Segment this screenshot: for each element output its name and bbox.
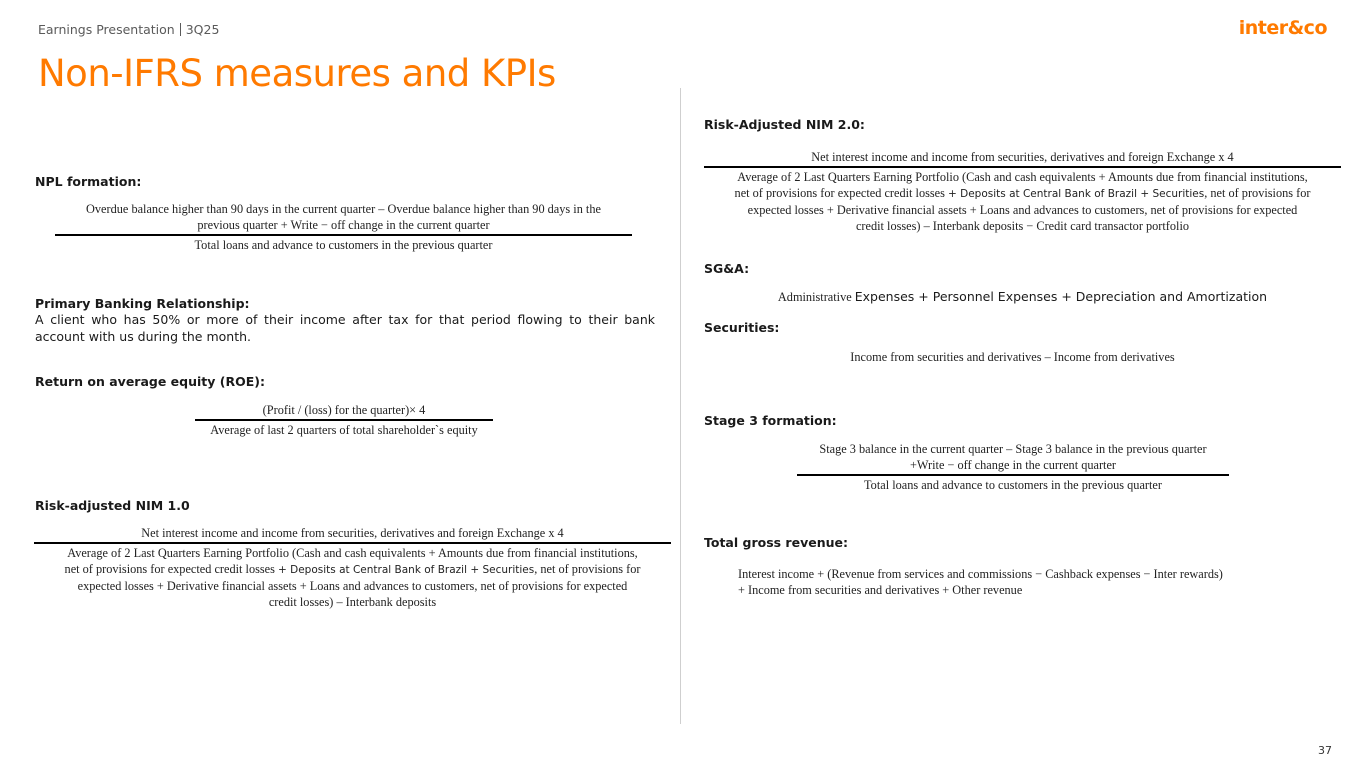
stage3-numerator-line-1: Stage 3 balance in the current quarter – Stage 3 balance in the previous quarter [819, 442, 1207, 456]
nim1-den-2a: net of provisions for expected credit losses [64, 561, 278, 576]
column-divider [680, 88, 681, 724]
nim2-fraction-bar [704, 166, 1341, 168]
roe-formula [195, 402, 493, 438]
nim1-denominator-line-4: credit losses) – Interbank deposits [268, 594, 437, 609]
nim1-denominator-line-1: Average of 2 Last Quarters Earning Portfolio (Cash and cash equivalents + Amounts due from financial institutions, [67, 545, 638, 560]
securities-formula: Income from securities and derivatives – Income from derivatives [850, 350, 1175, 364]
header-separator [180, 23, 181, 36]
header-quarter: 3Q25 [185, 22, 220, 37]
npl-numerator-line-2: previous quarter + Write − off change in the current quarter [197, 218, 490, 232]
nim2-denominator-line-1: Average of 2 Last Quarters Earning Portfolio (Cash and cash equivalents + Amounts due from financial institutions, [737, 169, 1308, 184]
sga-label: SG&A: [704, 261, 750, 276]
nim2-den-2c: , net of provisions for [1204, 185, 1311, 200]
nim1-den-2b: + Deposits at Central Bank of Brazil + Securities [277, 563, 535, 576]
nim2-denominator-line-2 [704, 185, 1341, 202]
npl-formula [55, 201, 632, 253]
npl-label: NPL formation: [35, 174, 142, 189]
nim2-label: Risk-Adjusted NIM 2.0: [704, 117, 865, 132]
roe-fraction-bar [195, 419, 493, 421]
stage3-fraction-bar [797, 474, 1229, 476]
roe-denominator: Average of last 2 quarters of total shareholder`s equity [210, 422, 478, 437]
nim2-denominator-line-4: credit losses) – Interbank deposits − Credit card transactor portfolio [855, 218, 1190, 233]
stage3-formula [797, 441, 1229, 493]
stage3-denominator: Total loans and advance to customers in the previous quarter [864, 477, 1162, 492]
nim1-fraction-bar [34, 542, 671, 544]
nim2-numerator: Net interest income and income from securities, derivatives and foreign Exchange x 4 [811, 150, 1234, 164]
presentation-header [38, 22, 219, 37]
nim1-denominator-line-3: expected losses + Derivative financial assets + Loans and advances to customers, net of provisions for expected [77, 578, 628, 593]
revenue-line-2: + Income from securities and derivatives + Other revenue [738, 583, 1023, 597]
stage3-numerator-line-2: +Write − off change in the current quarter [909, 458, 1117, 472]
roe-numerator: (Profit / (loss) for the quarter)× 4 [262, 403, 426, 417]
roe-label: Return on average equity (ROE): [35, 374, 265, 389]
sga-part-2: Expenses + Personnel Expenses + Depreciation and Amortization [854, 289, 1268, 304]
nim2-formula [704, 149, 1341, 234]
nim2-denominator-line-3: expected losses + Derivative financial assets + Loans and advances to customers, net of provisions for expected [747, 202, 1298, 217]
header-title: Earnings Presentation [38, 22, 175, 37]
pbr-label: Primary Banking Relationship: [35, 296, 250, 311]
npl-numerator-line-1: Overdue balance higher than 90 days in the current quarter – Overdue balance higher than 90 days in the [86, 202, 601, 216]
nim2-den-2a: net of provisions for expected credit losses [734, 185, 948, 200]
pbr-definition: A client who has 50% or more of their income after tax for that period flowing to their bank account with us during the month. [35, 312, 655, 344]
revenue-formula [738, 566, 1223, 598]
revenue-line-1: Interest income + (Revenue from services and commissions − Cashback expenses − Inter rewards) [738, 567, 1223, 581]
nim1-label: Risk-adjusted NIM 1.0 [35, 498, 190, 513]
securities-label: Securities: [704, 320, 780, 335]
revenue-label: Total gross revenue: [704, 535, 848, 550]
page-title: Non-IFRS measures and KPIs [38, 52, 556, 95]
sga-part-1: Administrative [777, 290, 855, 304]
nim2-den-2b: + Deposits at Central Bank of Brazil + Securities [947, 187, 1205, 200]
nim1-den-2c: , net of provisions for [534, 561, 641, 576]
npl-fraction-bar [55, 234, 632, 236]
npl-denominator: Total loans and advance to customers in the previous quarter [194, 237, 493, 252]
stage3-label: Stage 3 formation: [704, 413, 837, 428]
sga-formula [704, 289, 1341, 305]
page-number: 37 [1318, 744, 1332, 757]
nim1-numerator: Net interest income and income from securities, derivatives and foreign Exchange x 4 [141, 526, 564, 540]
company-logo: inter&co [1238, 17, 1327, 39]
nim1-denominator-line-2 [34, 561, 671, 578]
nim1-formula [34, 525, 671, 610]
